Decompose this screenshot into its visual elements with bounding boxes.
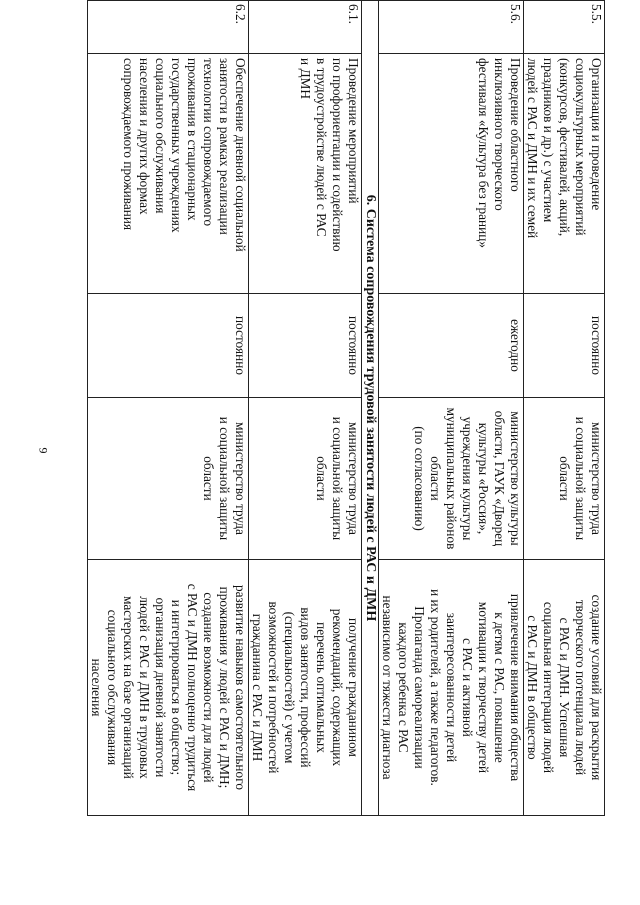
result-cell-line: привлечение внимания общества: [508, 593, 523, 782]
result-cell-line: и интегрироваться в общество;: [169, 599, 184, 776]
event-cell: [379, 54, 524, 294]
event-cell-line: государственных учреждениях: [169, 58, 184, 233]
event-cell-line: населения и других формах: [137, 58, 152, 215]
responsible-cell-line: и социальной защиты: [573, 416, 588, 541]
table-row: [88, 1, 249, 816]
result-cell-line: (специальностей) с учетом: [282, 611, 297, 764]
event-cell: [88, 54, 249, 294]
item-number: 5.6.: [379, 1, 524, 54]
event-cell-line: Проведение областного: [508, 58, 523, 192]
responsible-cell: [88, 398, 249, 560]
result-cell-line: возможностей и потребностей: [266, 601, 281, 774]
event-cell-line: людей с РАС и ДМН и их семей: [525, 58, 540, 239]
item-number: 5.5.: [524, 1, 605, 54]
result-cell-line: с РАС и ДМН полноценно трудиться: [185, 583, 200, 792]
responsible-cell-line: области: [428, 456, 443, 501]
event-cell-line: технологии сопровождаемого: [201, 58, 216, 227]
event-cell-line: инклюзивного творческого: [492, 58, 507, 211]
event-cell: [249, 54, 362, 294]
responsible-cell-line: министерство культуры: [508, 411, 523, 546]
result-cell-line: организация дневной занятости: [153, 597, 168, 778]
term-cell: [379, 294, 524, 398]
event-cell: [524, 54, 605, 294]
event-cell-line: Обеспечение дневной социальной: [233, 58, 248, 252]
result-cell-line: и их родителей, а также педагогов.: [428, 589, 443, 786]
term-cell: [524, 294, 605, 398]
item-number: 6.2.: [88, 1, 249, 54]
result-cell-line: социальная интеграция людей: [541, 601, 556, 774]
event-cell-line: праздников и др.) с участием: [541, 58, 556, 223]
section-title: 6. Система сопровождения трудовой занятости людей с РАС и ДМН: [362, 1, 379, 816]
term-cell-line: постоянно: [346, 315, 361, 376]
event-cell-line: по профориентации и содействию: [330, 58, 345, 252]
event-cell-line: социального обслуживания: [153, 58, 168, 214]
event-cell-line: социокультурных мероприятий: [573, 58, 588, 236]
result-cell-line: развитие навыков самостоятельного: [233, 585, 248, 790]
term-cell-line: постоянно: [589, 315, 604, 376]
rotated-page-content: [45, 0, 605, 815]
result-cell-line: людей с РАС и ДМН в трудовых: [137, 596, 152, 779]
page-number: 9: [36, 447, 51, 454]
responsible-cell-line: области: [314, 456, 329, 501]
table-row: [249, 1, 362, 816]
result-cell-line: с РАС и активной: [460, 638, 475, 737]
result-cell: [88, 560, 249, 816]
result-cell-line: рекомендаций, содержащих: [330, 608, 345, 767]
result-cell-line: независимо от тяжести диагноза: [380, 595, 395, 780]
responsible-cell-line: министерство труда: [346, 422, 361, 535]
event-cell-line: Организация и проведение: [589, 58, 604, 211]
term-cell: [249, 294, 362, 398]
table-row: [379, 1, 524, 816]
event-cell-line: занятости в рамках реализации: [217, 58, 232, 235]
responsible-cell-line: учреждения культуры: [460, 416, 475, 541]
result-cell-line: творческого потенциала людей: [573, 599, 588, 776]
term-cell-line: постоянно: [233, 315, 248, 376]
result-cell-line: перечень оптимальных: [314, 622, 329, 753]
event-cell-line: в трудоустройстве людей с РАС: [314, 58, 329, 237]
responsible-cell: [379, 398, 524, 560]
result-cell-line: видов занятости, профессий: [298, 607, 313, 768]
responsible-cell: [524, 398, 605, 560]
result-cell-line: Пропаганда самореализации: [412, 606, 427, 769]
term-cell-line: ежегодно: [508, 319, 523, 372]
result-cell-line: проживания у людей с РАС и ДМН;: [217, 586, 232, 789]
responsible-cell-line: (по согласованию): [412, 426, 427, 531]
responsible-cell-line: министерство труда: [233, 422, 248, 535]
result-cell: [524, 560, 605, 816]
responsible-cell-line: муниципальных районов: [444, 407, 459, 550]
result-cell-line: социального обслуживания: [105, 609, 120, 766]
responsible-cell-line: области, ГАУК «Дворец: [492, 410, 507, 547]
responsible-cell: [249, 398, 362, 560]
responsible-cell-line: области: [557, 456, 572, 501]
responsible-cell-line: области: [201, 456, 216, 501]
result-cell-line: заинтересованности детей: [444, 612, 459, 763]
result-cell-line: с РАС и ДМН. Успешная: [557, 617, 572, 758]
result-cell-line: с РАС и ДМН в общество: [525, 615, 540, 760]
event-cell-line: сопровождаемого проживания: [121, 58, 136, 231]
responsible-cell-line: культуры «Россия»,: [476, 422, 491, 535]
result-cell-line: гражданина с РАС и ДМН: [250, 613, 265, 762]
events-table: [87, 0, 605, 816]
event-cell-line: Проведение мероприятий: [346, 58, 361, 204]
section-header-row: [362, 1, 379, 816]
responsible-cell-line: министерство труда: [589, 422, 604, 535]
event-cell-line: проживания в стационарных: [185, 58, 200, 221]
result-cell-line: получение гражданином: [346, 618, 361, 757]
result-cell-line: создание условий для раскрытия: [589, 594, 604, 781]
result-cell-line: каждого ребенка с РАС: [396, 622, 411, 753]
responsible-cell-line: и социальной защиты: [330, 416, 345, 541]
result-cell: [249, 560, 362, 816]
result-cell-line: мотивации к творчеству детей: [476, 601, 491, 774]
responsible-cell-line: и социальной защиты: [217, 416, 232, 541]
result-cell-line: мастерских на базе организаций: [121, 596, 136, 779]
event-cell-line: и ДМН: [298, 58, 313, 99]
result-cell-line: к детям с РАС, повышение: [492, 612, 507, 763]
table-row: [524, 1, 605, 816]
result-cell: [379, 560, 524, 816]
event-cell-line: (конкурсов, фестивалей, акций,: [557, 58, 572, 237]
result-cell-line: населения: [89, 658, 104, 717]
event-cell-line: фестиваля «Культура без границ»: [476, 58, 491, 249]
item-number: 6.1.: [249, 1, 362, 54]
term-cell: [88, 294, 249, 398]
result-cell-line: создание возможности для людей: [201, 592, 216, 783]
